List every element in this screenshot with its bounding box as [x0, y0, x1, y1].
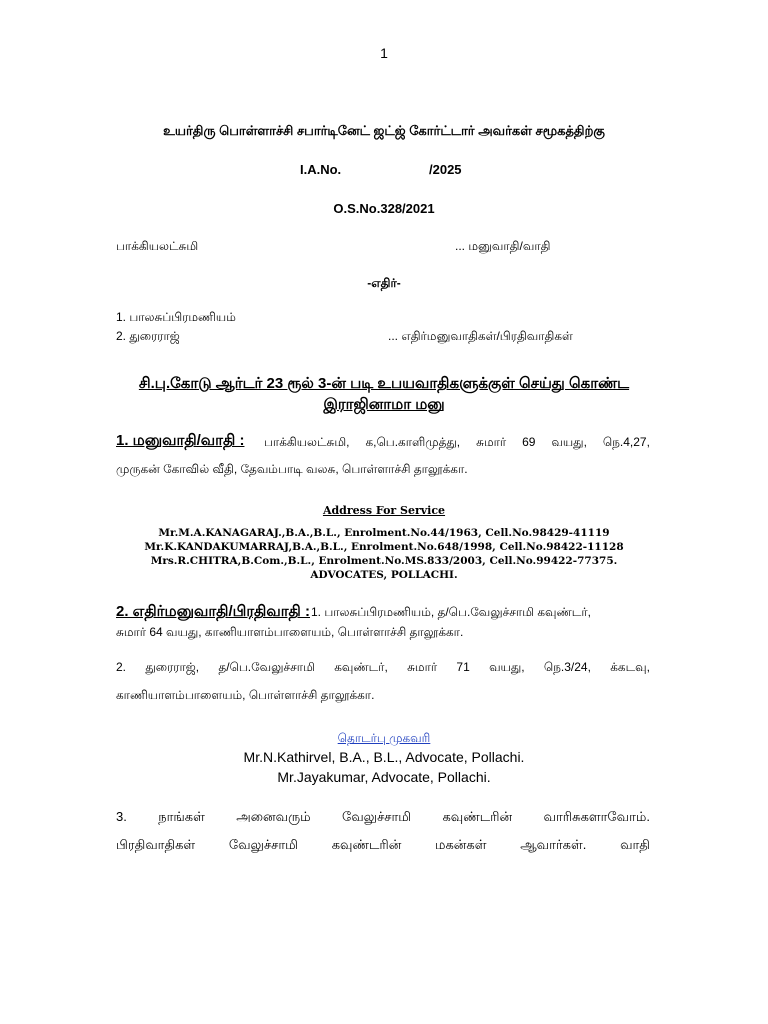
section2-word: க்கடவு,: [610, 660, 650, 674]
section3-word: வேலுச்சாமி: [342, 809, 412, 824]
section2-word: துரைராஜ்,: [145, 660, 200, 674]
section2-para2-line2: காணியாளம்பாளையம், பொள்ளாச்சி தாலூக்கா.: [116, 688, 375, 702]
section3-word: பிரதிவாதிகள்: [116, 837, 196, 852]
address-for-service-heading: Address For Service: [322, 504, 446, 517]
section1-line2: முருகன் கோவில் வீதி, தேவம்பாடி வலசு, பொள்ளாச்சி தாலூக்கா.: [116, 462, 468, 476]
section3-word: வாரிசுகளாவோம்.: [543, 809, 650, 824]
section3-word: 3.: [116, 809, 127, 824]
contact-advocate-line: Mr.N.Kathirvel, B.A., B.L., Advocate, Pollachi.: [243, 749, 525, 765]
section2-word: த/பெ.வேலுச்சாமி: [218, 660, 315, 674]
section1-word: 69: [522, 435, 536, 449]
court-heading: உயர்திரு பொள்ளாச்சி சபார்டினேட் ஜட்ஜ் கோர்ட்டார் அவர்கள் சமூகத்திற்கு: [163, 123, 605, 138]
page-number: 1: [380, 45, 388, 61]
petition-title-line1: சி.பு.கோடு ஆர்டர் 23 ரூல் 3-ன் படி உபயவாதிகளுக்குள் செய்து கொண்ட: [138, 375, 630, 392]
section3-word: நாங்கள்: [158, 809, 205, 824]
advocate-line: Mrs.R.CHITRA,B.Com.,B.L., Enrolment.No.MS.833/2003, Cell.No.99422-77375.: [150, 555, 618, 567]
section2-para2-line1: [116, 661, 650, 673]
ia-number-year: /2025: [429, 162, 462, 177]
section3-word: கவுண்டரின்: [442, 809, 513, 824]
section3-line1: [116, 810, 650, 823]
section3-word: வேலுச்சாமி: [228, 837, 298, 852]
section2-line1: 1. பாலசுப்பிரமணியம், த/பெ.வேலுச்சாமி கவுண்டர்,: [311, 605, 591, 619]
plaintiff-name: பாக்கியலட்சுமி: [116, 239, 199, 253]
section2-word: சுமார்: [407, 660, 438, 674]
contact-advocate-line: Mr.Jayakumar, Advocate, Pollachi.: [277, 769, 491, 785]
section2-word: வயது,: [489, 660, 525, 674]
section2-word: நெ.3/24,: [543, 660, 591, 674]
ia-number-label: I.A.No.: [300, 162, 342, 177]
section1-word: சுமார்: [476, 435, 507, 449]
section3-word: ஆவார்கள்.: [520, 837, 587, 852]
suit-number: O.S.No.328/2021: [333, 201, 435, 216]
section1-word: க,பெ.காளிமுத்து,: [365, 435, 461, 449]
contact-address-heading[interactable]: தொடர்பு முகவரி: [337, 731, 431, 745]
section1-word: பாக்கியலட்சுமி,: [264, 435, 350, 449]
section2-line2: சுமார் 64 வயது, காணியாளம்பாளையம், பொள்ளாச்சி தாலூக்கா.: [116, 625, 464, 639]
section3-word: மகன்கள்: [435, 837, 487, 852]
petition-title-line2: இராஜினாமா மனு: [323, 396, 445, 413]
section1-word: நெ.4,27,: [602, 435, 650, 449]
section1-line1: [264, 436, 650, 448]
defendant-one: 1. பாலசுப்பிரமணியம்: [116, 310, 236, 324]
defendant-two: 2. துரைராஜ்: [116, 329, 180, 343]
defendants-role: ... எதிர்மனுவாதிகள்/பிரதிவாதிகள்: [388, 329, 573, 343]
section2-word: 2.: [116, 660, 127, 674]
advocate-line: Mr.K.KANDAKUMARRAJ,B.A.,B.L., Enrolment.No.648/1998, Cell.No.98422-11128: [144, 541, 624, 553]
section2-word: 71: [456, 660, 470, 674]
section3-word: வாதி: [620, 837, 650, 852]
section2-heading: 2. எதிர்மனுவாதி/பிரதிவாதி :: [116, 603, 310, 620]
section2-word: கவுண்டர்,: [334, 660, 388, 674]
plaintiff-role: ... மனுவாதி/வாதி: [455, 239, 551, 253]
section1-word: வயது,: [551, 435, 587, 449]
section3-word: கவுண்டரின்: [331, 837, 402, 852]
section3-line2: [116, 838, 650, 851]
section3-word: அனைவரும்: [236, 809, 311, 824]
advocate-line: ADVOCATES, POLLACHI.: [310, 569, 458, 581]
advocate-line: Mr.M.A.KANAGARAJ.,B.A.,B.L., Enrolment.No.44/1963, Cell.No.98429-41119: [158, 527, 610, 539]
section1-heading: 1. மனுவாதி/வாதி :: [116, 432, 245, 449]
versus-label: -எதிர்-: [367, 276, 401, 290]
